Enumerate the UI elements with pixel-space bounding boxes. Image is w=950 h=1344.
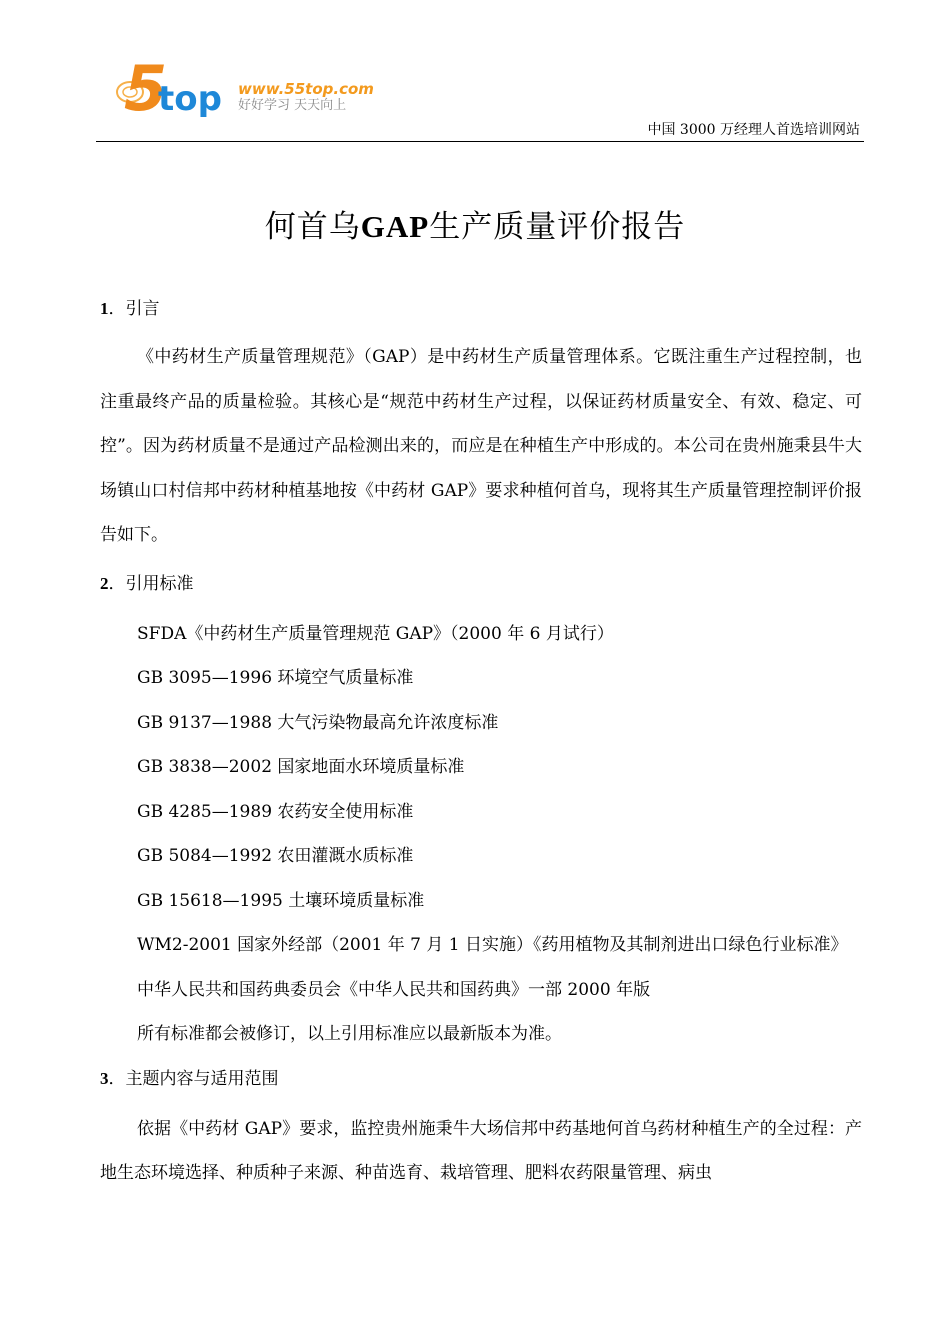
title-gap: GAP (360, 208, 430, 244)
document-body (100, 293, 862, 1196)
section-title: ．引言 (108, 299, 160, 319)
site-tagline: 中国 3000 万经理人首选培训网站 (647, 122, 860, 138)
title-suffix: 生产质量评价报告 (429, 208, 686, 245)
standard-item: GB 5084—1992 农田灌溉水质标准 (137, 846, 414, 866)
standard-item: GB 15618—1995 土壤环境质量标准 (137, 890, 425, 911)
section-heading-3 (100, 1063, 862, 1095)
standard-item: GB 9137—1988 大气污染物最高允许浓度标准 (137, 712, 499, 733)
standard-item: SFDA《中药材生产质量管理规范 GAP》（2000 年 6 月试行） (137, 623, 614, 644)
standards-list (100, 612, 862, 1057)
section-number: 2 (100, 573, 109, 593)
standard-item: 中华人民共和国药典委员会《中华人民共和国药典》一部 2000 年版 (137, 979, 651, 1000)
standard-item: WM2-2001 国家外经部（2001 年 7 月 1 日实施）《药用植物及其制剂进出口绿色行业标准》 (137, 935, 848, 955)
section-title: ．主题内容与适用范围 (108, 1068, 279, 1089)
title-prefix: 何首乌 (264, 208, 361, 245)
section-title: ．引用标准 (108, 573, 194, 594)
section-number: 3 (100, 1068, 109, 1088)
header-divider (96, 141, 864, 142)
logo-number: 5 (124, 52, 168, 125)
standard-item: GB 3095—1996 环境空气质量标准 (137, 668, 414, 688)
section-1-paragraph: 《中药材生产质量管理规范》（GAP）是中药材生产质量管理体系。它既注重生产过程控制，也注重最终产品的质量检验。其核心是“规范中药材生产过程，以保证药材质量安全、有效、稳定、可控”。因为药材质量不是通过产品检测出来的，而应是在种植生产中形成的。本公司在贵州施秉县牛大场镇山口村信邦中药材种植基地按《中药材 GAP》要求种植何首乌，现将其生产质量管理控制评价报告如下。 (100, 347, 862, 545)
standard-item: GB 4285—1989 农药安全使用标准 (137, 801, 414, 822)
page-title (0, 201, 950, 246)
section-3-paragraph: 依据《中药材 GAP》要求，监控贵州施秉牛大场信邦中药基地何首乌药材种植生产的全过程：产地生态环境选择、种质种子来源、种苗选育、栽培管理、肥料农药限量管理、病虫 (100, 1118, 862, 1183)
section-heading-2 (100, 568, 862, 600)
logo-url: www.55top.com (238, 80, 374, 98)
logo-slogan: 好好学习 天天向上 (238, 98, 347, 113)
logo-word: top (158, 79, 222, 119)
section-heading-1 (100, 293, 862, 325)
standard-item: GB 3838—2002 国家地面水环境质量标准 (137, 757, 465, 777)
section-number: 1 (100, 299, 109, 318)
standards-note: 所有标准都会被修订，以上引用标准应以最新版本为准。 (137, 1024, 562, 1044)
